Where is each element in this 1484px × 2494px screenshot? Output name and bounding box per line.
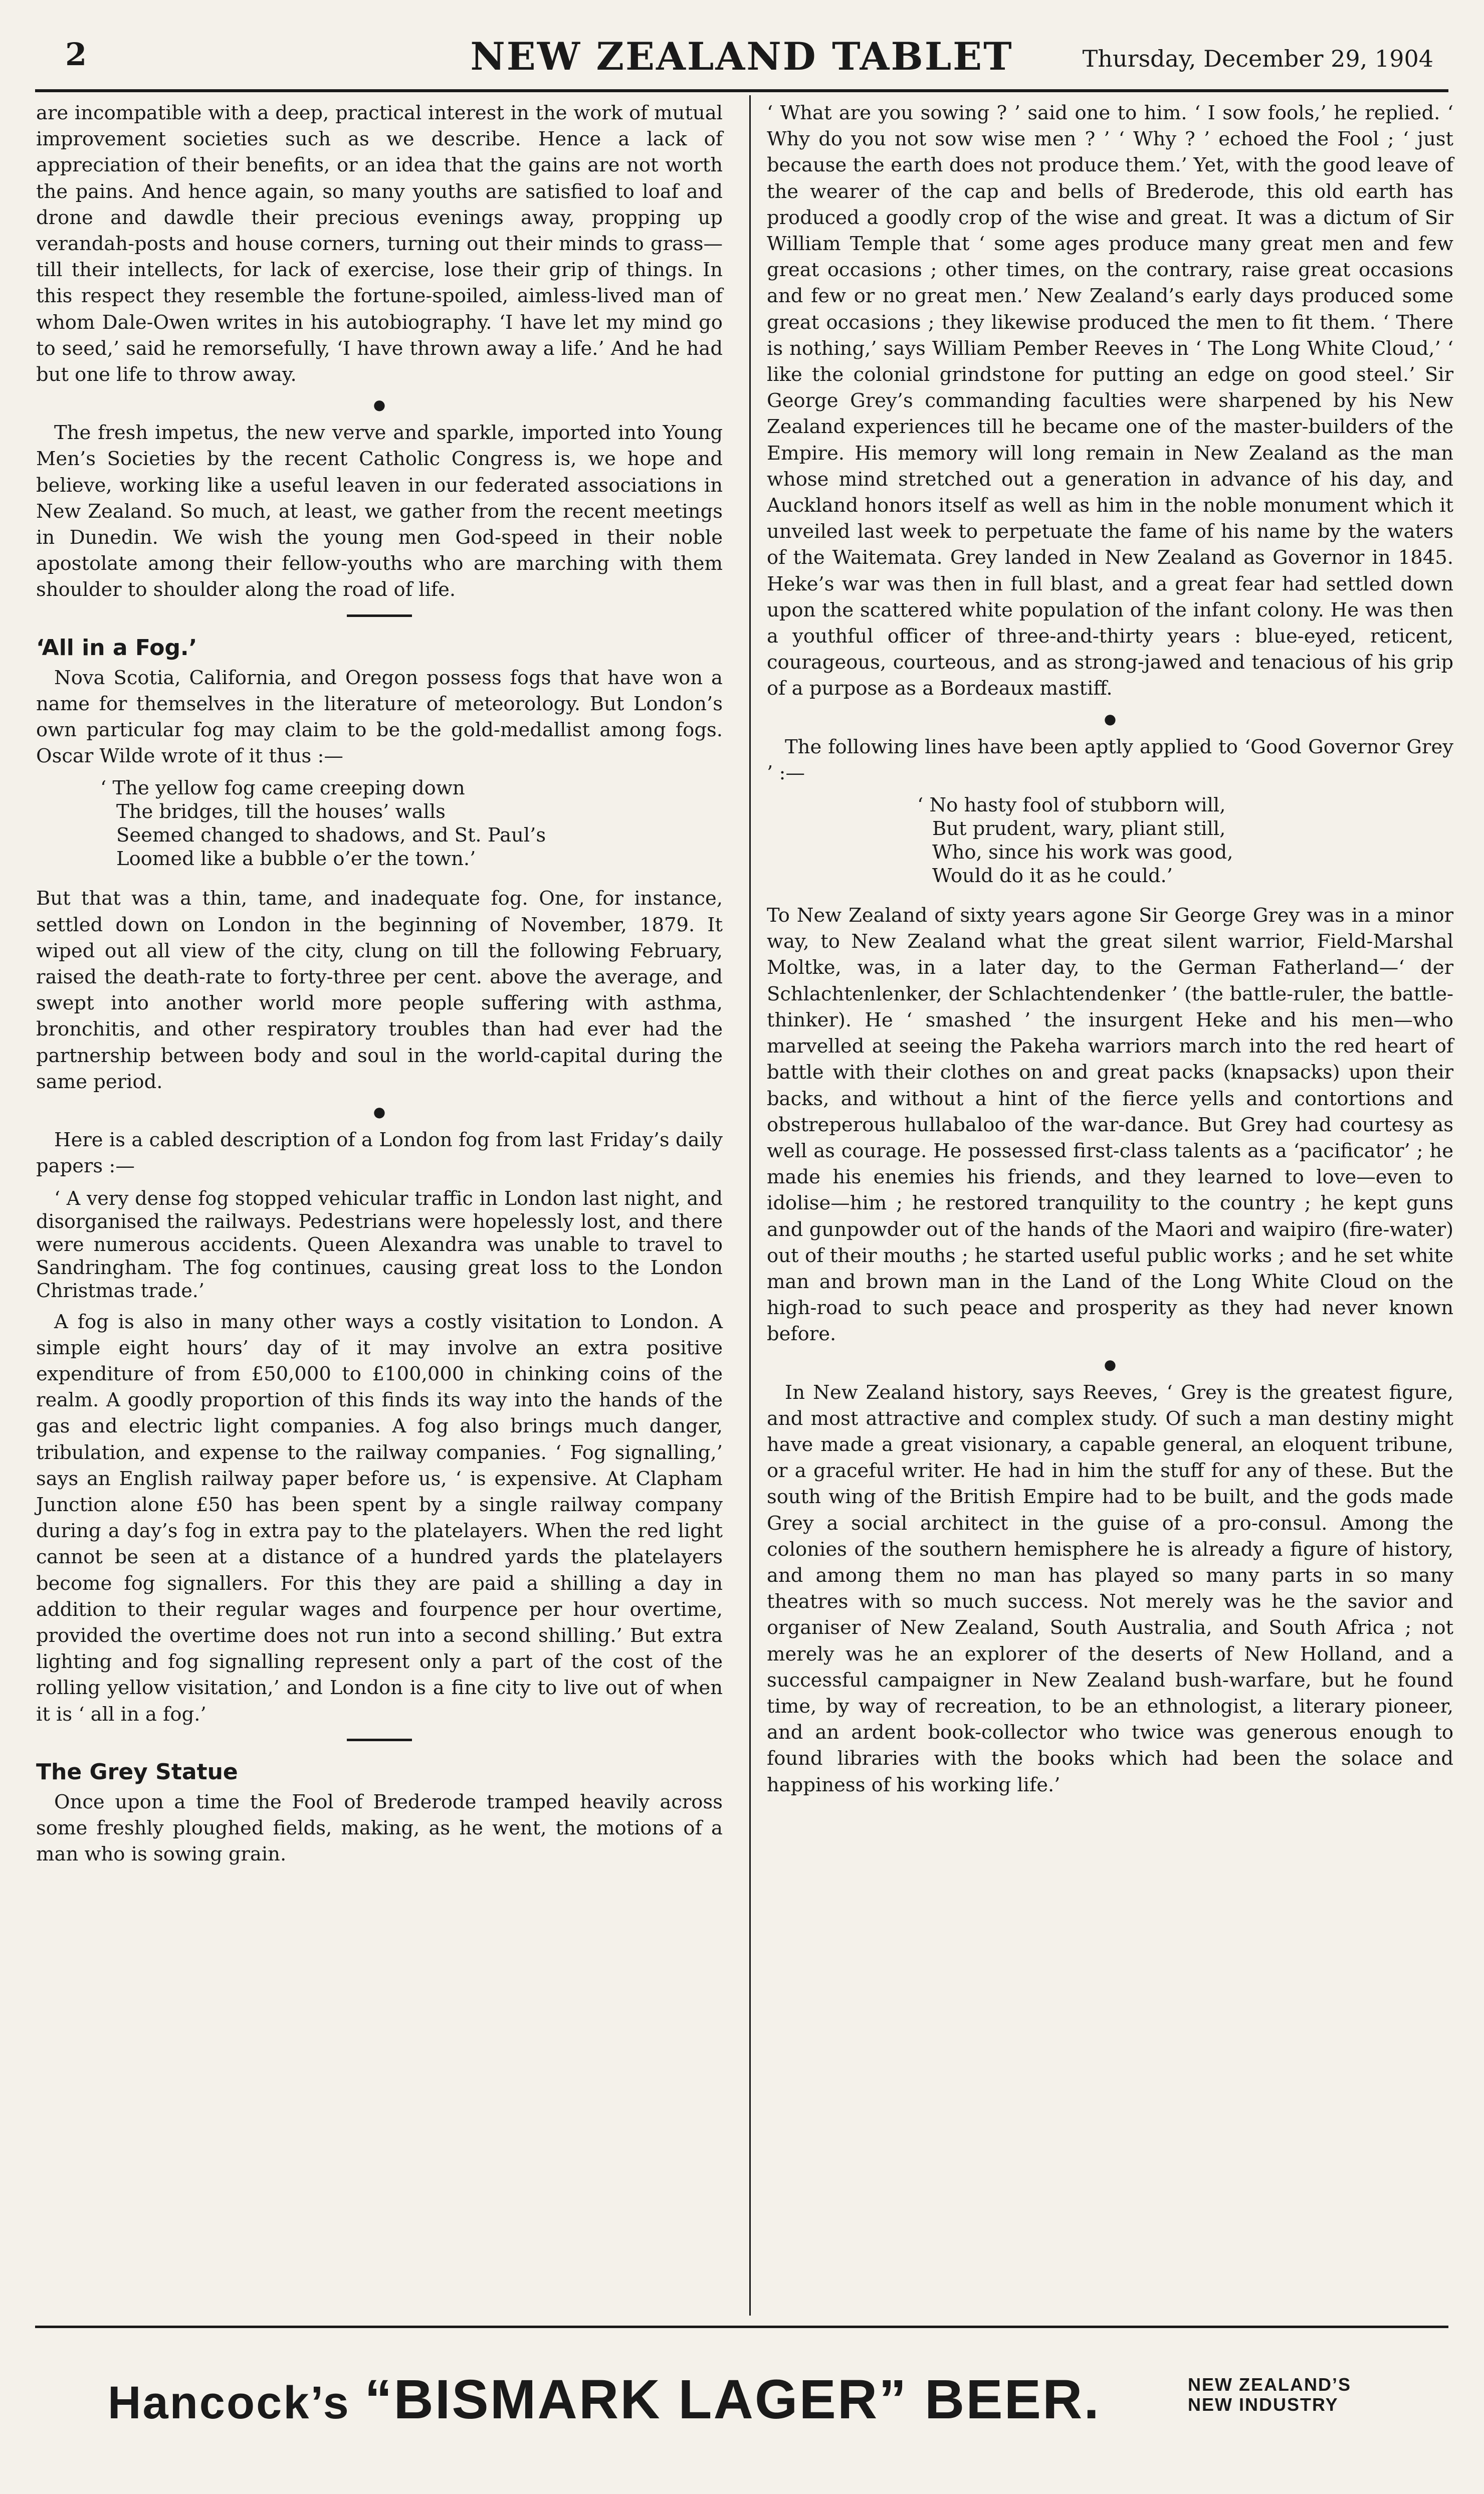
right-column [767, 100, 1453, 1805]
paragraph: The following lines have been aptly applied to ‘Good Governor Grey ’ :— [767, 735, 1453, 784]
advert-tag-line: NEW ZEALAND’S [1188, 2374, 1351, 2395]
verse-line: Loomed like a bubble o’er the town.’ [116, 848, 476, 871]
page-title: NEW ZEALAND TABLET [470, 34, 1013, 79]
section-separator: ● [373, 396, 386, 413]
advert-headline [108, 2368, 1101, 2431]
left-column [36, 100, 723, 1875]
verse-line: But prudent, wary, pliant still, [932, 817, 1226, 841]
section-separator: ● [1104, 1356, 1117, 1373]
paragraph: Nova Scotia, California, and Oregon possess fogs that have won a name for themselves in the literature of meteorology. But London’s own particular fog may claim to be the gold-medallist among fogs. Oscar Wilde wrote of it thus :— [36, 666, 723, 768]
section-separator: ● [1104, 710, 1117, 727]
section-separator: ● [373, 1104, 386, 1121]
paragraph: ‘ What are you sowing ? ’ said one to him. ‘ I sow fools,’ he replied. ‘ Why do you not sow wise men ? ’ ‘ Why ? ’ echoed the Fool ; ‘ just because the earth does not produce them.’ Yet, with the good leave of the wearer of the cap and bells of Brederode, this old earth has produced a goodly crop of the wise and great. It was a dictum of Sir William Temple that ‘ some ages produce many great men and few great occasions ; other times, on the contrary, raise great occasions and few or no great men.’ New Zealand’s early days produced some great occasions ; they likewise produced the men to fit them. ‘ There is nothing,’ says William Pember Reeves in ‘ The Long White Cloud,’ ‘ like the colonial grindstone for putting an edge on good steel.’ Sir George Grey’s commanding faculties were sharpened by his New Zealand experiences till he became one of the master-builders of the Empire. His memory will long remain in New Zealand as the man whose mind stretched out a generation in advance of his day, and Auckland honors itself as well as him in the noble monument which it unveiled last week to perpetuate the fame of his name by the waters of the Waitemata. Grey landed in New Zealand as Governor in 1845. Heke’s war was then in full blast, and a great fear had settled down upon the scattered white population of the infant colony. He was then a youthful officer of three-and-thirty years : blue-eyed, reticent, courageous, courteous, and as strong-jawed and tenacious of his grip of a purpose as a Bordeaux mastiff. [767, 102, 1453, 700]
advert-prefix: Hancock’s [108, 2377, 350, 2428]
cabled-quote: ‘ A very dense fog stopped vehicular traffic in London last night, and disorganised the railways. Pedestrians were hopelessly lost, and there were numerous accidents. Queen Alexandra was unable to travel to Sandringham. The fog continues, causing great loss to the London Christmas trade.’ [36, 1187, 723, 1302]
verse-line: Would do it as he could.’ [932, 865, 1173, 888]
section-heading-fog: ‘All in a Fog.’ [36, 635, 197, 661]
verse-line: ‘ No hasty fool of stubborn will, [917, 794, 1226, 817]
verse-line: The bridges, till the houses’ walls [116, 800, 446, 823]
advert-brand: “BISMARK LAGER” BEER. [364, 2369, 1101, 2430]
poem-governor-grey [767, 793, 1453, 888]
paragraph: The fresh impetus, the new verve and sparkle, imported into Young Men’s Societies by the recent Catholic Congress is, we hope and believe, working like a useful leaven in our federated associations in New Zealand. So much, at least, we gather from the recent meetings in Dunedin. We wish the young men God-speed in their noble apostolate among their fellow-youths who are marching with them shoulder to shoulder along the road of life. [36, 422, 723, 601]
advert-tag-line: NEW INDUSTRY [1188, 2394, 1339, 2415]
section-rule [347, 1739, 412, 1741]
issue-date: Thursday, December 29, 1904 [1082, 45, 1433, 72]
advert-tagline [1188, 2375, 1351, 2415]
paragraph: But that was a thin, tame, and inadequate fog. One, for instance, settled down on London in the beginning of November, 1879. It wiped out all view of the city, clung on till the following February, raised the death-rate to forty-three per cent. above the average, and swept into another world more people suffering with asthma, bronchitis, and other respiratory troubles than had ever had the partnership between body and soul in the world-capital during the same period. [36, 887, 723, 1093]
header-rule [35, 89, 1448, 92]
advertisement [35, 2366, 1448, 2451]
column-divider [749, 95, 751, 2316]
page-number: 2 [65, 36, 87, 73]
verse-line: Seemed changed to shadows, and St. Paul’s [116, 824, 546, 847]
paragraph: are incompatible with a deep, practical interest in the work of mutual improvement societies such as we describe. Hence a lack of appreciation of their benefits, or an idea that the gains are not worth the pains. And hence again, so many youths are satisfied to loaf and drone and dawdle their precious evenings away, propping up verandah-posts and house corners, turning out their minds to grass—till their intellects, for lack of exercise, lose their grip of things. In this respect they resemble the fortune-spoiled, aimless-lived man of whom Dale-Owen writes in his autobiography. ‘I have let my mind go to seed,’ said he remorsefully, ‘I have thrown away a life.’ And he had but one life to throw away. [36, 102, 723, 386]
paragraph: To New Zealand of sixty years agone Sir George Grey was in a minor way, to New Zealand what the great silent warrior, Field-Marshal Moltke, was, in a later day, to the German Fatherland—‘ der Schlachtenlenker, der Schlachtendenker ’ (the battle-ruler, the battle-thinker). He ‘ smashed ’ the insurgent Heke and his men—who marvelled at seeing the Pakeha warriors march into the red heart of battle with their clothes on and great packs (knapsacks) upon their backs, and without a hint of the fierce yells and contortions and obstreperous hullabaloo of the war-dance. But Grey had courtesy as well as courage. He possessed first-class talents as a ‘pacificator’ ; he made his enemies his friends, and they learned to love—even to idolise—him ; he restored tranquility to the country ; he kept guns and gunpowder out of the hands of the Maori and waipiro (fire-water) out of their mouths ; he started useful public works ; and he set white man and brown man in the Land of the Long White Cloud on the high-road to such peace and prosperity as they had never known before. [767, 904, 1453, 1346]
section-rule [347, 614, 412, 617]
poem-wilde [36, 776, 723, 871]
paragraph: Here is a cabled description of a London fog from last Friday’s daily papers :— [36, 1129, 723, 1178]
section-heading-grey: The Grey Statue [36, 1759, 238, 1785]
verse-line: ‘ The yellow fog came creeping down [100, 777, 465, 800]
paragraph: Once upon a time the Fool of Brederode tramped heavily across some freshly ploughed fields, making, as he went, the motions of a man who is sowing grain. [36, 1790, 723, 1866]
paragraph: In New Zealand history, says Reeves, ‘ Grey is the greatest figure, and most attractive and complex study. Of such a man destiny might have made a great visionary, a capable general, an eloquent tribune, or a graceful writer. He had in him the stuff for any of these. But the south wing of the British Empire had to be built, and the gods made Grey a social architect in the guise of a pro-consul. Among the colonies of the southern hemisphere he is already a figure of history, and among them no man has played so many parts in so many theatres with so much success. Not merely was he the savior and organiser of New Zealand, South Australia, and South Africa ; not merely was he an explorer of the deserts of New Holland, and a successful campaigner in New Zealand bush-warfare, but he found time, by way of recreation, to be an ethnologist, a literary pioneer, and an ardent book-collector who twice was generous enough to found libraries with the books which had been the solace and happiness of his working life.’ [767, 1381, 1453, 1796]
paragraph: A fog is also in many other ways a costly visitation to London. A simple eight hours’ day of it may involve an extra positive expenditure of from £50,000 to £100,000 in chinking coins of the realm. A goodly proportion of this finds its way into the hands of the gas and electric light companies. A fog also brings much danger, tribulation, and expense to the railway companies. ‘ Fog signalling,’ says an English railway paper before us, ‘ is expensive. At Clapham Junction alone £50 has been spent by a single railway company during a day’s fog in extra pay to the platelayers. When the red light cannot be seen at a distance of a hundred yards the platelayers become fog signallers. For this they are paid a shilling a day in addition to their regular wages and fourpence per hour overtime, provided the overtime does not run into a second shilling.’ But extra lighting and fog signalling represent only a part of the cost of the rolling yellow visitation,’ and London is a fine city to live out of when it is ‘ all in a fog.’ [36, 1310, 723, 1726]
footer-rule [35, 2326, 1448, 2328]
verse-line: Who, since his work was good, [932, 841, 1233, 864]
masthead [35, 31, 1448, 91]
